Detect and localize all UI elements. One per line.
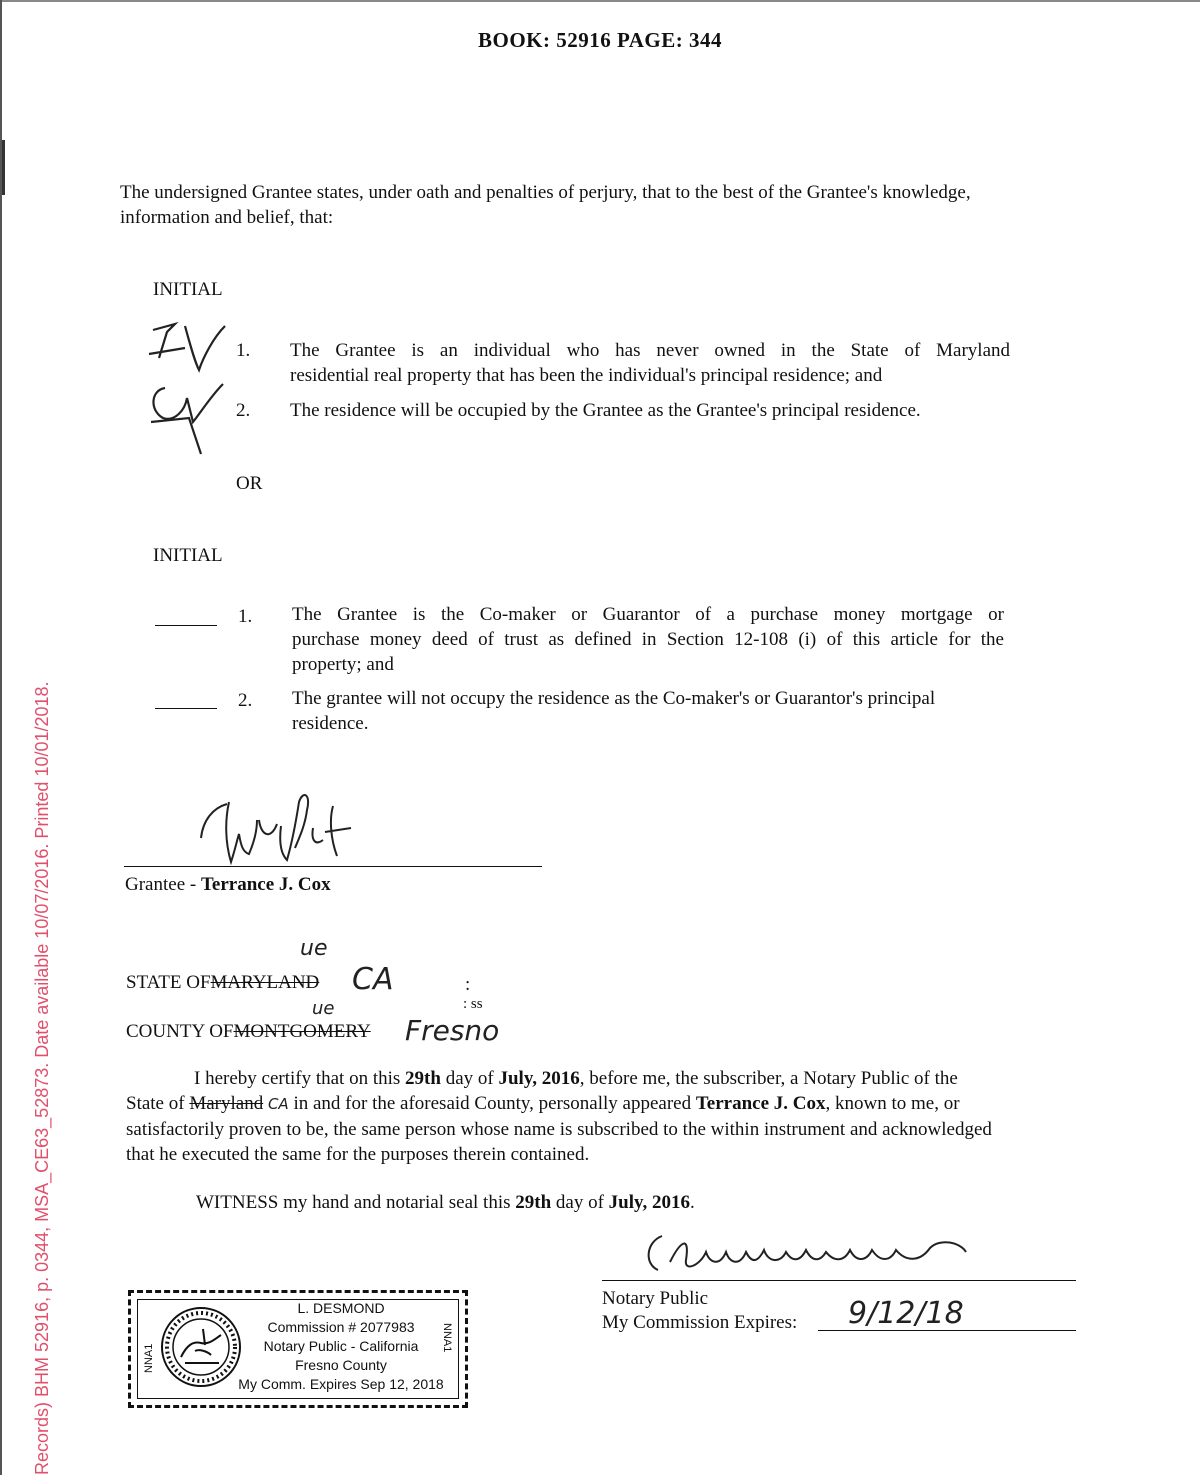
initial-blank-2 xyxy=(155,708,217,709)
alt-item-1-line-3: property; and xyxy=(292,654,394,675)
alt-item-1-text xyxy=(292,602,1004,677)
witness-text-a: WITNESS my hand and notarial seal this xyxy=(196,1192,516,1213)
notary-title: Notary Public xyxy=(602,1288,709,1309)
seal-line-name: L. DESMOND xyxy=(297,1300,385,1316)
county-initials: ue xyxy=(312,998,335,1019)
seal-line-title: Notary Public - California xyxy=(263,1338,419,1354)
cert-line-3: satisfactorily proven to be, the same person whose name is subscribed to the within instrument and acknowledged xyxy=(126,1119,992,1140)
cert-line-2 xyxy=(126,1091,1074,1117)
intro-paragraph xyxy=(120,180,1100,230)
notary-seal-stamp xyxy=(128,1290,468,1408)
item-1-line-2: residential real property that has been the individual's principal residence; and xyxy=(290,365,883,386)
left-border xyxy=(0,0,2,1475)
state-colon: : xyxy=(465,974,471,995)
seal-line-commission: Commission # 2077983 xyxy=(267,1319,415,1335)
alt-item-2-text xyxy=(292,686,1004,736)
grantee-signature-line xyxy=(124,866,542,867)
seal-side-right: NNA1 xyxy=(441,1323,453,1353)
alt-item-1-line-1: The Grantee is the Co-maker or Guarantor of a purchase money mortgage or xyxy=(292,604,1004,625)
witness-line xyxy=(196,1190,695,1215)
margin-archive-note: Records) BHM 52916, p. 0344, MSA_CE63_52873. Date available 10/07/2016. Printed 10/01/2018. xyxy=(32,681,52,1475)
item-1-line-1: The Grantee is an individual who has never owned in the State of Maryland xyxy=(290,340,1010,361)
cert-struck-state: Maryland xyxy=(189,1093,264,1114)
cert-text-1c: , before me, the subscriber, a Notary Public of the xyxy=(579,1068,958,1089)
ss-mark: : ss xyxy=(463,996,483,1012)
cert-line-1 xyxy=(126,1066,1074,1091)
cert-day: 29th xyxy=(405,1068,441,1089)
witness-text-b: day of xyxy=(551,1192,609,1213)
cert-text-2a: State of xyxy=(126,1093,190,1114)
state-handwritten: CA xyxy=(352,962,394,997)
cert-date: July, 2016 xyxy=(498,1068,580,1089)
grantee-caption xyxy=(125,874,331,896)
initial-label-2: INITIAL xyxy=(153,545,223,566)
item-2-number: 2. xyxy=(236,400,251,421)
county-line xyxy=(126,1021,371,1043)
or-label: OR xyxy=(236,473,263,494)
witness-text-c: . xyxy=(689,1192,695,1213)
notary-certificate xyxy=(126,1066,1074,1167)
county-struck: MONTGOMERY xyxy=(233,1021,371,1042)
county-label: COUNTY OF xyxy=(126,1021,234,1042)
witness-date: July, 2016 xyxy=(608,1192,690,1213)
county-handwritten: Fresno xyxy=(405,1014,500,1047)
intro-line-2: information and belief, that: xyxy=(120,207,334,228)
state-label: STATE OF xyxy=(126,972,211,993)
book-page-header: BOOK: 52916 PAGE: 344 xyxy=(477,28,723,52)
seal-text-block xyxy=(231,1299,451,1394)
state-struck: MARYLAND xyxy=(210,972,320,993)
alt-item-2-line-2: residence. xyxy=(292,713,369,734)
seal-line-county: Fresno County xyxy=(295,1357,387,1373)
cert-text-2c: , known to me, or xyxy=(825,1093,960,1114)
initials-signature xyxy=(145,318,235,458)
item-1-text xyxy=(290,338,1010,388)
cert-text-1a: I hereby certify that on this xyxy=(194,1068,406,1089)
witness-day: 29th xyxy=(515,1192,552,1213)
seal-line-expires: My Comm. Expires Sep 12, 2018 xyxy=(238,1376,444,1392)
initial-label-1: INITIAL xyxy=(153,279,223,300)
commission-expires-handwritten: 9/12/18 xyxy=(848,1296,964,1331)
cert-line-4: that he executed the same for the purposes therein contained. xyxy=(126,1144,590,1165)
state-line xyxy=(126,972,319,994)
item-2-text: The residence will be occupied by the Grantee as the Grantee's principal residence. xyxy=(290,400,921,421)
cert-text-2b: in and for the aforesaid County, personally appeared xyxy=(288,1093,696,1114)
initial-blank-1 xyxy=(155,625,217,626)
alt-item-2-number: 2. xyxy=(238,690,253,711)
seal-side-left: NNA1 xyxy=(143,1343,155,1373)
state-initials: ue xyxy=(300,936,328,961)
cert-hand-state: CA xyxy=(267,1095,289,1113)
edge-mark xyxy=(2,140,5,195)
grantee-label-prefix: Grantee - xyxy=(125,874,201,895)
cert-text-1b: day of xyxy=(440,1068,499,1089)
item-1-number: 1. xyxy=(236,340,251,361)
alt-item-1-number: 1. xyxy=(238,606,253,627)
commission-expires-label: My Commission Expires: xyxy=(602,1312,798,1333)
alt-item-2-line-1: The grantee will not occupy the residence as the Co-maker's or Guarantor's principal xyxy=(292,688,936,709)
notary-signature-line xyxy=(602,1280,1076,1281)
grantee-name: Terrance J. Cox xyxy=(200,874,331,895)
cert-name: Terrance J. Cox xyxy=(695,1093,826,1114)
alt-item-1-line-2: purchase money deed of trust as defined in Section 12-108 (i) of this article for the xyxy=(292,629,1004,650)
intro-line-1: The undersigned Grantee states, under oath and penalties of perjury, that to the best of the Grantee's knowledge, xyxy=(120,182,971,203)
notary-signature xyxy=(640,1222,980,1282)
top-border xyxy=(0,0,1200,2)
grantee-signature xyxy=(195,780,365,875)
